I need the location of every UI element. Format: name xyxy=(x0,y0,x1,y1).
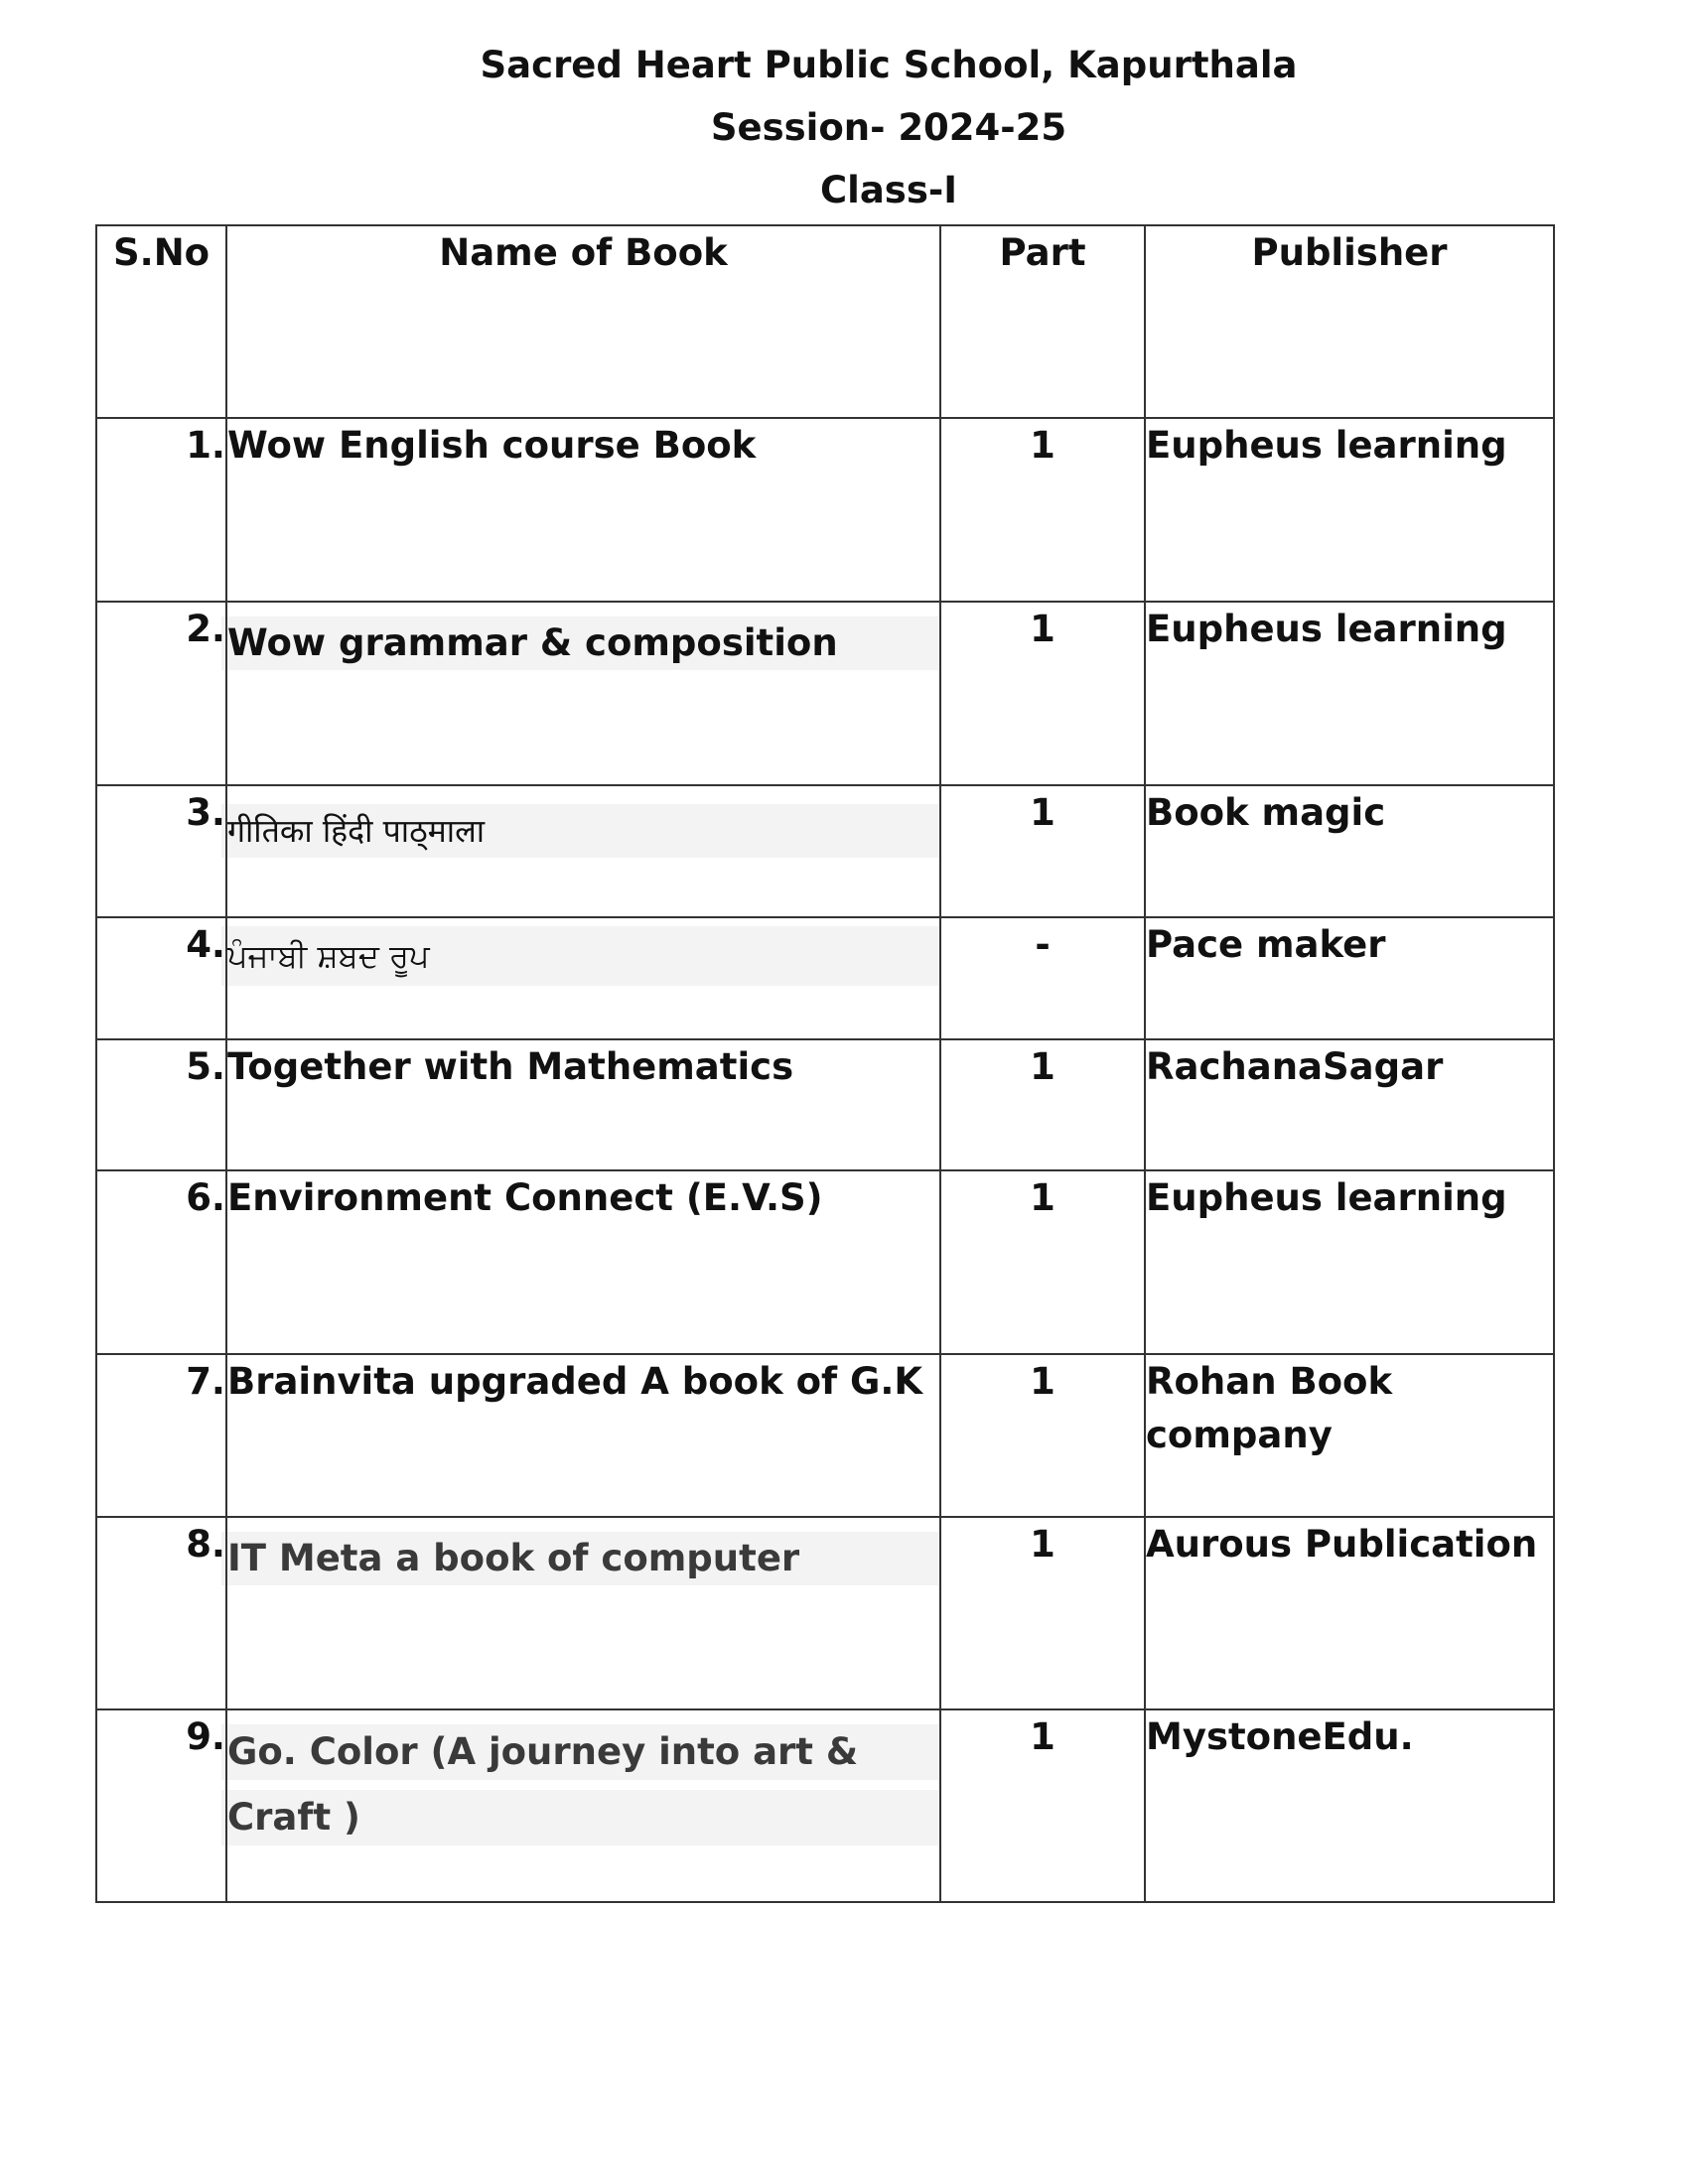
row-book-name: Wow English course Book xyxy=(226,418,940,602)
row-book-name-cell xyxy=(226,602,940,785)
school-name: Sacred Heart Public School, Kapurthala xyxy=(480,44,1298,86)
row-sno: 6. xyxy=(96,1170,226,1354)
row-book-name-cell xyxy=(226,1517,940,1709)
column-header-sno: S.No xyxy=(96,225,226,418)
row-publisher: RachanaSagar xyxy=(1145,1039,1554,1170)
row-publisher: Book magic xyxy=(1145,785,1554,917)
row-book-name: गीतिका हिंदी पाठ्माला xyxy=(221,804,939,858)
row-sno: 7. xyxy=(96,1354,226,1517)
row-sno: 9. xyxy=(96,1709,226,1902)
row-publisher: Eupheus learning xyxy=(1145,418,1554,602)
row-book-name: Environment Connect (E.V.S) xyxy=(226,1170,940,1354)
row-part: 1 xyxy=(940,1354,1145,1517)
row-book-name: Together with Mathematics xyxy=(226,1039,940,1170)
row-publisher: Eupheus learning xyxy=(1145,602,1554,785)
table-row xyxy=(96,1709,1554,1902)
column-header-part: Part xyxy=(940,225,1145,418)
row-publisher: Pace maker xyxy=(1145,917,1554,1039)
row-part: 1 xyxy=(940,1170,1145,1354)
row-sno: 8. xyxy=(96,1517,226,1709)
row-part: 1 xyxy=(940,1517,1145,1709)
class-label: Class-I xyxy=(820,169,957,211)
book-list-table xyxy=(95,224,1555,1903)
row-book-name-line2: Craft ) xyxy=(221,1790,939,1845)
row-sno: 5. xyxy=(96,1039,226,1170)
row-book-name-cell xyxy=(226,1709,940,1902)
row-sno: 2. xyxy=(96,602,226,785)
row-sno: 4. xyxy=(96,917,226,1039)
table-row xyxy=(96,418,1554,602)
row-book-name-line1: Go. Color (A journey into art & xyxy=(221,1724,939,1780)
row-part: 1 xyxy=(940,785,1145,917)
row-publisher: Eupheus learning xyxy=(1145,1170,1554,1354)
row-book-name-cell xyxy=(226,785,940,917)
row-part: 1 xyxy=(940,602,1145,785)
row-part: 1 xyxy=(940,1709,1145,1902)
row-book-name-cell xyxy=(226,917,940,1039)
row-publisher: MystoneEdu. xyxy=(1145,1709,1554,1902)
table-row xyxy=(96,917,1554,1039)
row-part: 1 xyxy=(940,1039,1145,1170)
table-header-row xyxy=(96,225,1554,418)
table-row xyxy=(96,1517,1554,1709)
table-row xyxy=(96,785,1554,917)
row-book-name: IT Meta a book of computer xyxy=(221,1532,939,1585)
row-part: - xyxy=(940,917,1145,1039)
row-sno: 1. xyxy=(96,418,226,602)
row-sno: 3. xyxy=(96,785,226,917)
session-label: Session- 2024-25 xyxy=(710,106,1067,149)
row-part: 1 xyxy=(940,418,1145,602)
column-header-publisher: Publisher xyxy=(1145,225,1554,418)
row-book-name: ਪੰਜਾਬੀ ਸ਼ਬਦ ਰੂਪ xyxy=(221,926,939,986)
row-book-name: Wow grammar & composition xyxy=(221,616,939,670)
row-publisher: Aurous Publication xyxy=(1145,1517,1554,1709)
row-publisher: Rohan Book company xyxy=(1145,1354,1554,1517)
table-row xyxy=(96,1039,1554,1170)
table-row xyxy=(96,602,1554,785)
table-row xyxy=(96,1170,1554,1354)
table-row xyxy=(96,1354,1554,1517)
row-book-name: Brainvita upgraded A book of G.K xyxy=(226,1354,940,1517)
column-header-name: Name of Book xyxy=(226,225,940,418)
